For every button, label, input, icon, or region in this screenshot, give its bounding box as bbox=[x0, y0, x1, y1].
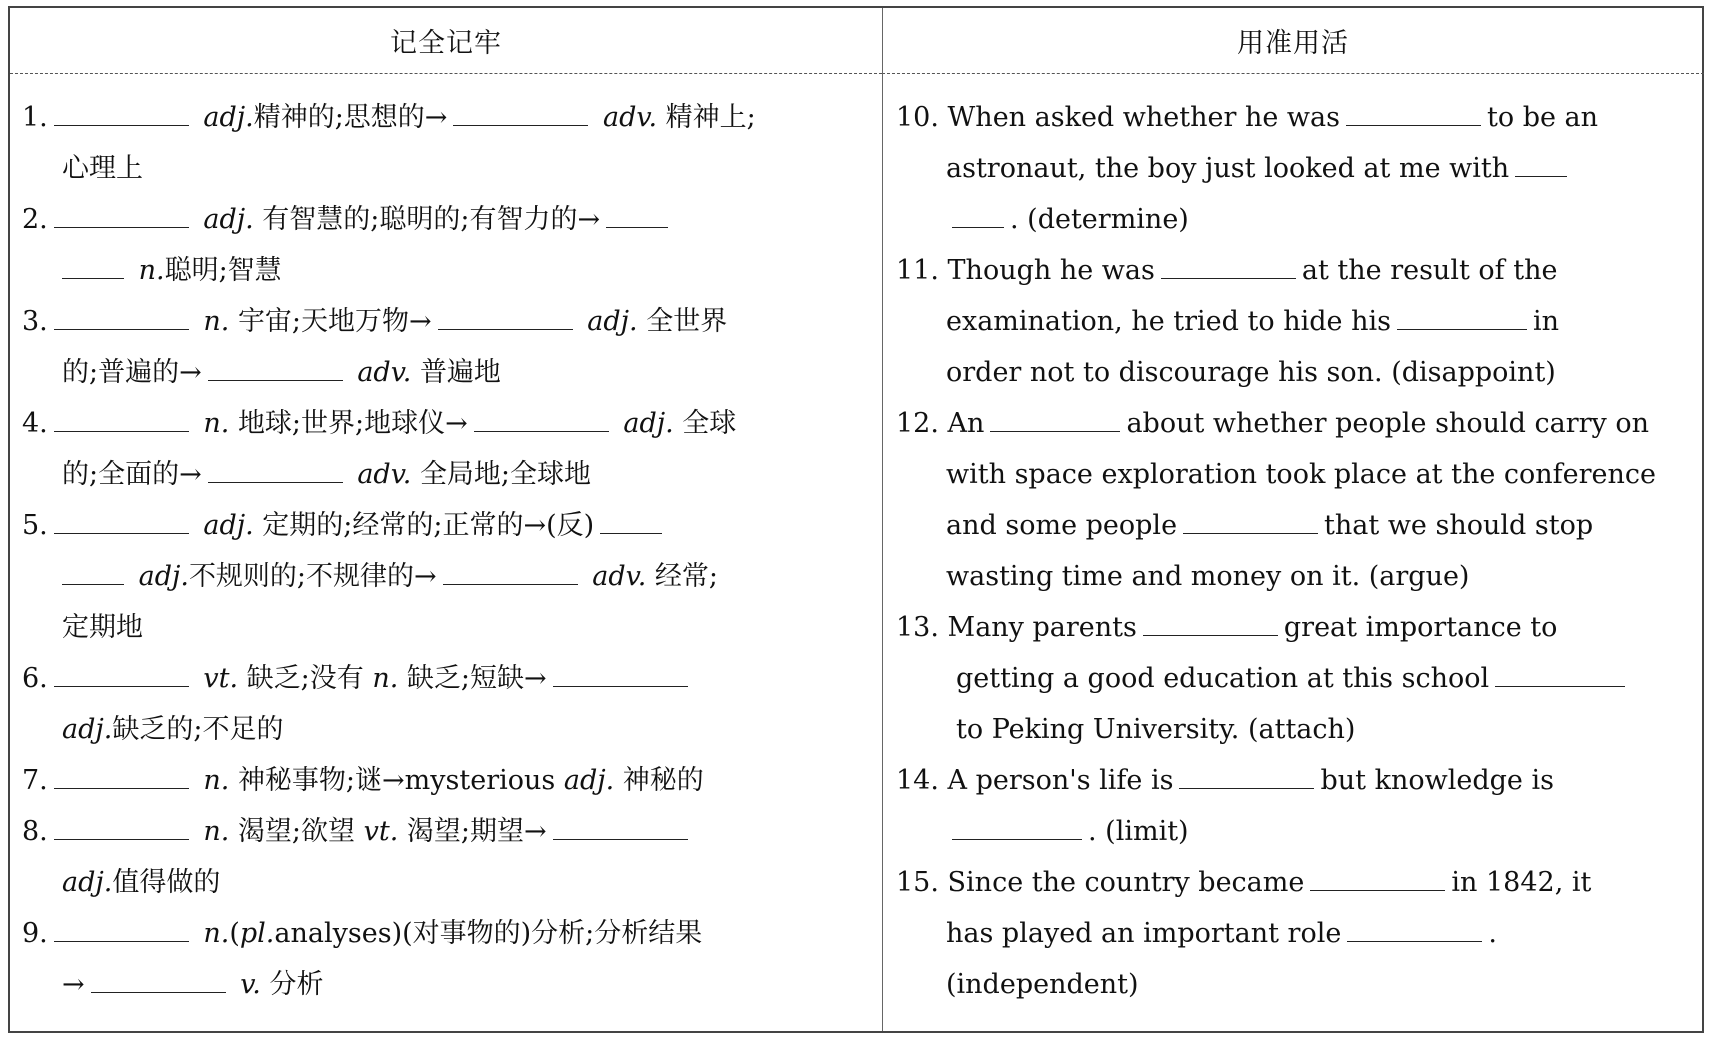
answer-blank[interactable] bbox=[208, 354, 343, 381]
answer-blank[interactable] bbox=[54, 915, 189, 942]
answer-blank[interactable] bbox=[443, 558, 578, 585]
answer-blank[interactable] bbox=[54, 507, 189, 534]
answer-blank[interactable] bbox=[1183, 507, 1318, 534]
answer-blank[interactable] bbox=[1347, 915, 1482, 942]
sentence-item-12: 12. An about whether people should carry on with space exploration took place at the conference and some people that we should stop wasting time and money on it. (argue) bbox=[896, 398, 1696, 602]
answer-blank[interactable] bbox=[54, 405, 189, 432]
vocab-item-2: 2. adj. 有智慧的;聪明的;有智力的→ n.聪明;智慧 bbox=[22, 194, 872, 296]
left-column-header: 记全记牢 bbox=[10, 8, 882, 74]
sentence-item-13: 13. Many parents great importance to getting a good education at this school to Peking University. (attach) bbox=[896, 602, 1696, 755]
answer-blank[interactable] bbox=[553, 660, 688, 687]
answer-blank[interactable] bbox=[54, 99, 189, 126]
answer-blank[interactable] bbox=[1495, 660, 1625, 687]
answer-blank[interactable] bbox=[553, 813, 688, 840]
answer-blank[interactable] bbox=[1161, 252, 1296, 279]
exercise-table bbox=[8, 6, 1704, 1033]
answer-blank[interactable] bbox=[1143, 609, 1278, 636]
answer-blank[interactable] bbox=[62, 558, 124, 585]
vocab-item-1: 1. adj.精神的;思想的→ adv. 精神上; 心理上 bbox=[22, 92, 872, 194]
column-divider bbox=[882, 8, 883, 1031]
answer-blank[interactable] bbox=[1179, 762, 1314, 789]
right-column bbox=[896, 74, 1696, 1031]
answer-blank[interactable] bbox=[54, 660, 189, 687]
answer-blank[interactable] bbox=[62, 252, 124, 279]
answer-blank[interactable] bbox=[1310, 864, 1445, 891]
answer-blank[interactable] bbox=[1346, 99, 1481, 126]
answer-blank[interactable] bbox=[453, 99, 588, 126]
answer-blank[interactable] bbox=[1397, 303, 1527, 330]
answer-blank[interactable] bbox=[54, 813, 189, 840]
answer-blank[interactable] bbox=[438, 303, 573, 330]
vocab-item-9: 9. n.(pl.analyses)(对事物的)分析;分析结果 → v. 分析 bbox=[22, 908, 872, 1010]
answer-blank[interactable] bbox=[91, 966, 226, 993]
left-column bbox=[22, 74, 872, 1031]
vocab-item-4: 4. n. 地球;世界;地球仪→ adj. 全球 的;全面的→ adv. 全局地;全球地 bbox=[22, 398, 872, 500]
answer-blank[interactable] bbox=[54, 303, 189, 330]
answer-blank[interactable] bbox=[952, 201, 1004, 228]
sentence-item-15: 15. Since the country became in 1842, it has played an important role . (independent) bbox=[896, 857, 1696, 1010]
vocab-item-6: 6. vt. 缺乏;没有 n. 缺乏;短缺→ adj.缺乏的;不足的 bbox=[22, 653, 872, 755]
sentence-item-10: 10. When asked whether he was to be an astronaut, the boy just looked at me with . (determine) bbox=[896, 92, 1696, 245]
vocab-item-3: 3. n. 宇宙;天地万物→ adj. 全世界 的;普遍的→ adv. 普遍地 bbox=[22, 296, 872, 398]
answer-blank[interactable] bbox=[474, 405, 609, 432]
sentence-item-14: 14. A person's life is but knowledge is . (limit) bbox=[896, 755, 1696, 857]
item-number: 1. bbox=[22, 102, 48, 133]
answer-blank[interactable] bbox=[54, 762, 189, 789]
answer-blank[interactable] bbox=[606, 201, 668, 228]
vocab-item-8: 8. n. 渴望;欲望 vt. 渴望;期望→ adj.值得做的 bbox=[22, 806, 872, 908]
right-column-header: 用准用活 bbox=[882, 8, 1704, 74]
vocab-item-5: 5. adj. 定期的;经常的;正常的→(反) adj.不规则的;不规律的→ adv. 经常; 定期地 bbox=[22, 500, 872, 653]
answer-blank[interactable] bbox=[208, 456, 343, 483]
answer-blank[interactable] bbox=[952, 813, 1082, 840]
vocab-item-7: 7. n. 神秘事物;谜→mysterious adj. 神秘的 bbox=[22, 755, 872, 806]
answer-blank[interactable] bbox=[600, 507, 662, 534]
answer-blank[interactable] bbox=[990, 405, 1120, 432]
answer-blank[interactable] bbox=[54, 201, 189, 228]
sentence-item-11: 11. Though he was at the result of the examination, he tried to hide his in order not to discourage his son. (disappoint) bbox=[896, 245, 1696, 398]
answer-blank[interactable] bbox=[1515, 150, 1567, 177]
